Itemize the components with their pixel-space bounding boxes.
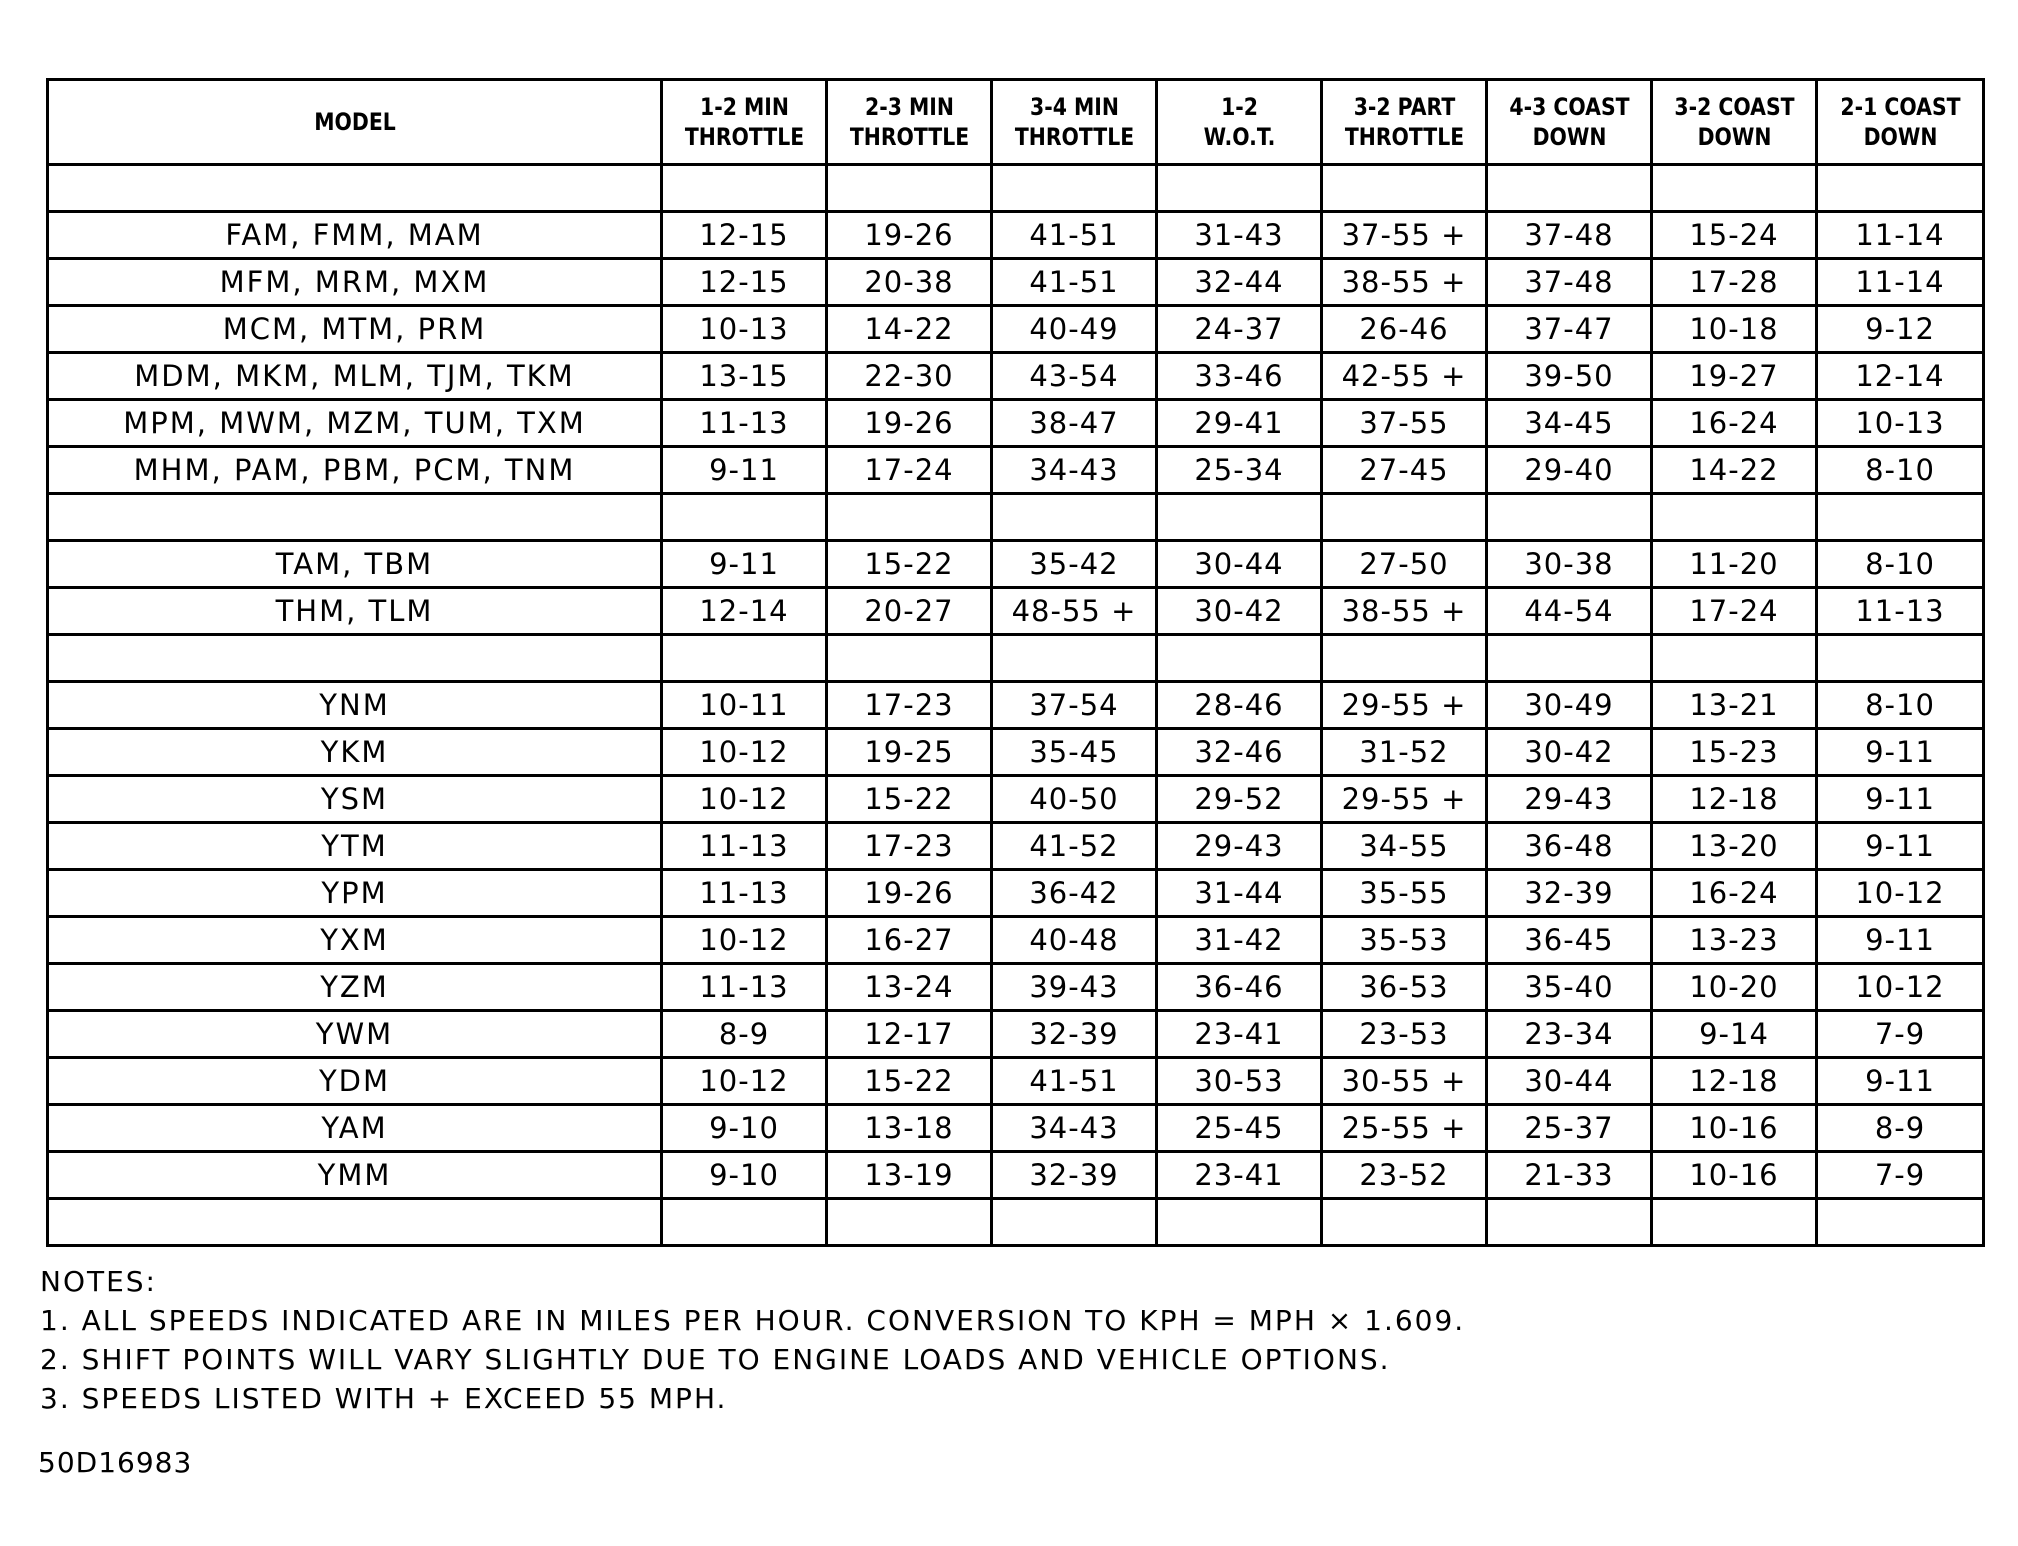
- table-cell: 28-46: [1157, 682, 1322, 729]
- table-cell-model: MCM, MTM, PRM: [48, 306, 662, 353]
- table-cell: 12-14: [1817, 353, 1984, 400]
- table-cell: [827, 494, 992, 541]
- table-cell: 9-11: [1817, 1058, 1984, 1105]
- table-cell: 19-27: [1652, 353, 1817, 400]
- table-cell-model: MPM, MWM, MZM, TUM, TXM: [48, 400, 662, 447]
- table-cell: 37-55: [1322, 400, 1487, 447]
- table-cell: 12-15: [662, 259, 827, 306]
- table-cell: 23-34: [1487, 1011, 1652, 1058]
- table-cell: 10-12: [1817, 870, 1984, 917]
- table-cell: 13-19: [827, 1152, 992, 1199]
- table-cell: [1322, 494, 1487, 541]
- table-cell: 35-53: [1322, 917, 1487, 964]
- table-cell: 30-42: [1157, 588, 1322, 635]
- table-cell: 10-16: [1652, 1105, 1817, 1152]
- table-cell: 37-54: [992, 682, 1157, 729]
- table-cell: 42-55 +: [1322, 353, 1487, 400]
- column-header-line: 4-3 COAST: [1508, 93, 1630, 121]
- table-cell: 16-27: [827, 917, 992, 964]
- table-cell: [1487, 635, 1652, 682]
- table-cell-model: YMM: [48, 1152, 662, 1199]
- table-cell: [1817, 635, 1984, 682]
- table-cell: 30-55 +: [1322, 1058, 1487, 1105]
- table-cell: 25-37: [1487, 1105, 1652, 1152]
- column-header-line: THROTTLE: [1344, 123, 1464, 151]
- table-cell: 17-23: [827, 682, 992, 729]
- table-cell: 19-26: [827, 870, 992, 917]
- table-row: [48, 776, 1984, 823]
- table-cell: 17-28: [1652, 259, 1817, 306]
- table-cell: [1817, 165, 1984, 212]
- table-cell: 15-22: [827, 776, 992, 823]
- table-cell: 11-13: [662, 400, 827, 447]
- table-cell: 43-54: [992, 353, 1157, 400]
- table-cell: 10-16: [1652, 1152, 1817, 1199]
- table-cell: 30-38: [1487, 541, 1652, 588]
- table-cell: 27-45: [1322, 447, 1487, 494]
- table-cell: 9-12: [1817, 306, 1984, 353]
- table-cell: 13-23: [1652, 917, 1817, 964]
- table-cell: [1157, 494, 1322, 541]
- table-cell: 38-47: [992, 400, 1157, 447]
- notes-title: NOTES:: [40, 1265, 157, 1298]
- table-cell: 29-43: [1487, 776, 1652, 823]
- table-cell: 22-30: [827, 353, 992, 400]
- table-cell: 19-26: [827, 212, 992, 259]
- table-cell: 8-10: [1817, 541, 1984, 588]
- column-header: [1829, 80, 1971, 165]
- table-cell-model: [48, 165, 662, 212]
- table-cell: [1157, 635, 1322, 682]
- column-header-line: THROTTLE: [1014, 123, 1134, 151]
- table-cell-model: YXM: [48, 917, 662, 964]
- table-cell-model: YDM: [48, 1058, 662, 1105]
- table-cell: 41-52: [992, 823, 1157, 870]
- table-cell: 8-10: [1817, 682, 1984, 729]
- table-cell: 10-20: [1652, 964, 1817, 1011]
- table-cell: 25-55 +: [1322, 1105, 1487, 1152]
- table-body: [48, 165, 1984, 1246]
- table-cell-model: YNM: [48, 682, 662, 729]
- column-header: [839, 80, 979, 165]
- table-cell: 17-24: [1652, 588, 1817, 635]
- table-cell: 40-49: [992, 306, 1157, 353]
- table-cell: 38-55 +: [1322, 259, 1487, 306]
- table-row-blank: [48, 165, 1984, 212]
- table-cell: 41-51: [992, 259, 1157, 306]
- table-cell: 10-18: [1652, 306, 1817, 353]
- note-2: 2. SHIFT POINTS WILL VARY SLIGHTLY DUE TO ENGINE LOADS AND VEHICLE OPTIONS.: [40, 1343, 1391, 1376]
- table-cell: 21-33: [1487, 1152, 1652, 1199]
- column-header: [1169, 80, 1309, 165]
- table-cell: 48-55 +: [992, 588, 1157, 635]
- table-cell: 9-10: [662, 1105, 827, 1152]
- column-header: [674, 80, 814, 165]
- table-row-blank: [48, 635, 1984, 682]
- table-cell: 10-13: [1817, 400, 1984, 447]
- table-cell: 29-41: [1157, 400, 1322, 447]
- table-cell: 29-43: [1157, 823, 1322, 870]
- table-cell: 13-18: [827, 1105, 992, 1152]
- table-cell: 25-34: [1157, 447, 1322, 494]
- table-cell-model: [48, 494, 662, 541]
- table-cell: [662, 635, 827, 682]
- table-cell: 17-23: [827, 823, 992, 870]
- table-cell: 9-10: [662, 1152, 827, 1199]
- table-cell: 32-46: [1157, 729, 1322, 776]
- table-cell: 23-53: [1322, 1011, 1487, 1058]
- table-row: [48, 259, 1984, 306]
- table-cell: [1652, 1199, 1817, 1246]
- column-header: [1664, 80, 1804, 165]
- table-cell: 36-48: [1487, 823, 1652, 870]
- table-cell: [1322, 1199, 1487, 1246]
- shift-speed-table-container: [46, 78, 1982, 1247]
- table-cell: 29-55 +: [1322, 776, 1487, 823]
- table-cell: 12-15: [662, 212, 827, 259]
- table-cell-model: YPM: [48, 870, 662, 917]
- table-cell: 44-54: [1487, 588, 1652, 635]
- table-cell: 40-48: [992, 917, 1157, 964]
- table-cell: 10-12: [662, 776, 827, 823]
- table-header-row: [48, 80, 1984, 165]
- table-cell: 11-13: [662, 870, 827, 917]
- column-header: [1334, 80, 1474, 165]
- column-header-line: W.O.T.: [1203, 123, 1275, 151]
- table-cell: 10-12: [662, 729, 827, 776]
- column-header: [1499, 80, 1639, 165]
- table-cell: [827, 165, 992, 212]
- table-cell: 34-43: [992, 1105, 1157, 1152]
- table-cell: [1487, 165, 1652, 212]
- note-1: 1. ALL SPEEDS INDICATED ARE IN MILES PER HOUR. CONVERSION TO KPH = MPH × 1.609.: [40, 1304, 1466, 1337]
- table-cell: [1652, 635, 1817, 682]
- table-cell: [662, 494, 827, 541]
- table-cell-model: MDM, MKM, MLM, TJM, TKM: [48, 353, 662, 400]
- table-cell: [1322, 635, 1487, 682]
- table-cell: [827, 1199, 992, 1246]
- table-cell: 24-37: [1157, 306, 1322, 353]
- table-cell: 19-26: [827, 400, 992, 447]
- column-header-line: DOWN: [1532, 123, 1606, 151]
- table-cell: 31-52: [1322, 729, 1487, 776]
- table-cell: 30-53: [1157, 1058, 1322, 1105]
- table-cell: 29-52: [1157, 776, 1322, 823]
- table-cell: 14-22: [1652, 447, 1817, 494]
- table-cell: 40-50: [992, 776, 1157, 823]
- table-cell: 29-55 +: [1322, 682, 1487, 729]
- table-cell: [1157, 165, 1322, 212]
- table-cell: 33-46: [1157, 353, 1322, 400]
- table-cell: [1322, 165, 1487, 212]
- table-cell: 9-11: [1817, 729, 1984, 776]
- table-cell: 19-25: [827, 729, 992, 776]
- table-cell: 39-50: [1487, 353, 1652, 400]
- table-cell: [992, 494, 1157, 541]
- table-cell: [992, 635, 1157, 682]
- table-cell: 15-22: [827, 541, 992, 588]
- table-cell: 39-43: [992, 964, 1157, 1011]
- table-cell: 30-49: [1487, 682, 1652, 729]
- table-cell: 10-12: [662, 1058, 827, 1105]
- table-cell: [992, 1199, 1157, 1246]
- table-cell: 9-11: [1817, 823, 1984, 870]
- table-cell: 11-13: [1817, 588, 1984, 635]
- table-row: [48, 870, 1984, 917]
- table-cell: 31-44: [1157, 870, 1322, 917]
- table-cell: 38-55 +: [1322, 588, 1487, 635]
- table-cell: 9-11: [662, 447, 827, 494]
- table-cell: 41-51: [992, 212, 1157, 259]
- table-cell: 30-44: [1157, 541, 1322, 588]
- table-row: [48, 1105, 1984, 1152]
- table-row-blank: [48, 494, 1984, 541]
- table-cell: 30-42: [1487, 729, 1652, 776]
- table-cell-model: FAM, FMM, MAM: [48, 212, 662, 259]
- table-cell-model: YWM: [48, 1011, 662, 1058]
- table-cell: 32-39: [1487, 870, 1652, 917]
- note-3: 3. SPEEDS LISTED WITH + EXCEED 55 MPH.: [40, 1382, 728, 1415]
- table-cell: 23-41: [1157, 1011, 1322, 1058]
- table-cell: 9-14: [1652, 1011, 1817, 1058]
- table-cell: 12-17: [827, 1011, 992, 1058]
- table-row: [48, 353, 1984, 400]
- table-cell: 8-9: [1817, 1105, 1984, 1152]
- table-cell: [992, 165, 1157, 212]
- table-cell: 15-24: [1652, 212, 1817, 259]
- table-cell: 11-20: [1652, 541, 1817, 588]
- column-header-line: 3-2 COAST: [1673, 93, 1795, 121]
- table-cell: 13-21: [1652, 682, 1817, 729]
- table-row: [48, 588, 1984, 635]
- table-cell: 36-45: [1487, 917, 1652, 964]
- table-cell: 10-12: [1817, 964, 1984, 1011]
- table-cell: 16-24: [1652, 870, 1817, 917]
- table-cell: 20-27: [827, 588, 992, 635]
- table-cell: 7-9: [1817, 1152, 1984, 1199]
- table-cell: 23-52: [1322, 1152, 1487, 1199]
- table-cell-model: YSM: [48, 776, 662, 823]
- column-header: [1004, 80, 1144, 165]
- table-row: [48, 917, 1984, 964]
- table-cell: 9-11: [662, 541, 827, 588]
- table-row: [48, 306, 1984, 353]
- table-cell: [1157, 1199, 1322, 1246]
- table-cell: 29-40: [1487, 447, 1652, 494]
- table-cell: 14-22: [827, 306, 992, 353]
- table-cell: 37-55 +: [1322, 212, 1487, 259]
- table-cell: 15-23: [1652, 729, 1817, 776]
- table-cell: [1652, 165, 1817, 212]
- notes-section: [40, 1262, 1465, 1418]
- table-cell-model: THM, TLM: [48, 588, 662, 635]
- table-cell: 7-9: [1817, 1011, 1984, 1058]
- table-cell: 36-42: [992, 870, 1157, 917]
- table-cell: 35-55: [1322, 870, 1487, 917]
- table-row: [48, 400, 1984, 447]
- table-cell-model: YZM: [48, 964, 662, 1011]
- table-cell: 32-39: [992, 1152, 1157, 1199]
- table-cell: 8-10: [1817, 447, 1984, 494]
- table-cell-model: YKM: [48, 729, 662, 776]
- column-header-line: MODEL: [313, 108, 396, 136]
- table-cell: 34-45: [1487, 400, 1652, 447]
- column-header-line: THROTTLE: [684, 123, 804, 151]
- table-cell: 20-38: [827, 259, 992, 306]
- table-row: [48, 823, 1984, 870]
- table-cell: 11-13: [662, 823, 827, 870]
- table-cell: 10-13: [662, 306, 827, 353]
- table-cell: 25-45: [1157, 1105, 1322, 1152]
- column-header-line: DOWN: [1863, 123, 1937, 151]
- table-cell: 37-47: [1487, 306, 1652, 353]
- table-row: [48, 447, 1984, 494]
- table-cell: 32-44: [1157, 259, 1322, 306]
- table-cell: 36-46: [1157, 964, 1322, 1011]
- table-row: [48, 964, 1984, 1011]
- table-row: [48, 682, 1984, 729]
- table-cell: 32-39: [992, 1011, 1157, 1058]
- table-cell-model: [48, 1199, 662, 1246]
- column-header-line: 3-2 PART: [1353, 93, 1455, 121]
- shift-speed-table: [46, 78, 1985, 1247]
- table-cell: 15-22: [827, 1058, 992, 1105]
- table-cell: [1652, 494, 1817, 541]
- table-cell: 34-55: [1322, 823, 1487, 870]
- table-cell: [1817, 1199, 1984, 1246]
- column-header-line: THROTTLE: [849, 123, 969, 151]
- table-cell: [827, 635, 992, 682]
- table-cell: 12-18: [1652, 1058, 1817, 1105]
- table-cell: 35-45: [992, 729, 1157, 776]
- table-cell: 23-41: [1157, 1152, 1322, 1199]
- table-cell: [1487, 494, 1652, 541]
- table-row: [48, 1058, 1984, 1105]
- table-cell: 37-48: [1487, 259, 1652, 306]
- table-cell: 11-14: [1817, 212, 1984, 259]
- table-cell-model: MFM, MRM, MXM: [48, 259, 662, 306]
- column-header-line: 1-2: [1220, 93, 1258, 121]
- table-cell: 35-42: [992, 541, 1157, 588]
- figure-id: 50D16983: [38, 1446, 193, 1479]
- column-header-line: DOWN: [1697, 123, 1771, 151]
- table-row: [48, 729, 1984, 776]
- table-cell-model: TAM, TBM: [48, 541, 662, 588]
- table-cell: 41-51: [992, 1058, 1157, 1105]
- column-header-line: 2-3 MIN: [864, 93, 954, 121]
- table-cell: 30-44: [1487, 1058, 1652, 1105]
- table-cell: 36-53: [1322, 964, 1487, 1011]
- table-cell-model: [48, 635, 662, 682]
- table-row: [48, 541, 1984, 588]
- table-cell: 11-13: [662, 964, 827, 1011]
- table-cell: 10-11: [662, 682, 827, 729]
- table-row: [48, 1152, 1984, 1199]
- column-header-model: [94, 80, 616, 165]
- table-cell: [662, 165, 827, 212]
- table-row: [48, 212, 1984, 259]
- table-cell: 13-15: [662, 353, 827, 400]
- table-row: [48, 1011, 1984, 1058]
- table-cell-model: YTM: [48, 823, 662, 870]
- table-cell-model: YAM: [48, 1105, 662, 1152]
- column-header-line: 3-4 MIN: [1029, 93, 1119, 121]
- table-row-blank: [48, 1199, 1984, 1246]
- table-cell: 13-24: [827, 964, 992, 1011]
- table-cell: [662, 1199, 827, 1246]
- table-cell: [1487, 1199, 1652, 1246]
- table-cell: 31-43: [1157, 212, 1322, 259]
- table-cell: 12-18: [1652, 776, 1817, 823]
- table-cell: 9-11: [1817, 776, 1984, 823]
- column-header-line: 2-1 COAST: [1839, 93, 1961, 121]
- table-cell: 35-40: [1487, 964, 1652, 1011]
- table-cell: 10-12: [662, 917, 827, 964]
- table-cell: 13-20: [1652, 823, 1817, 870]
- table-cell: 27-50: [1322, 541, 1487, 588]
- column-header-line: 1-2 MIN: [699, 93, 789, 121]
- table-cell: [1817, 494, 1984, 541]
- table-cell: 8-9: [662, 1011, 827, 1058]
- table-cell-model: MHM, PAM, PBM, PCM, TNM: [48, 447, 662, 494]
- table-cell: 31-42: [1157, 917, 1322, 964]
- table-cell: 12-14: [662, 588, 827, 635]
- table-cell: 34-43: [992, 447, 1157, 494]
- table-cell: 26-46: [1322, 306, 1487, 353]
- table-cell: 11-14: [1817, 259, 1984, 306]
- table-cell: 9-11: [1817, 917, 1984, 964]
- table-cell: 16-24: [1652, 400, 1817, 447]
- table-cell: 37-48: [1487, 212, 1652, 259]
- table-cell: 17-24: [827, 447, 992, 494]
